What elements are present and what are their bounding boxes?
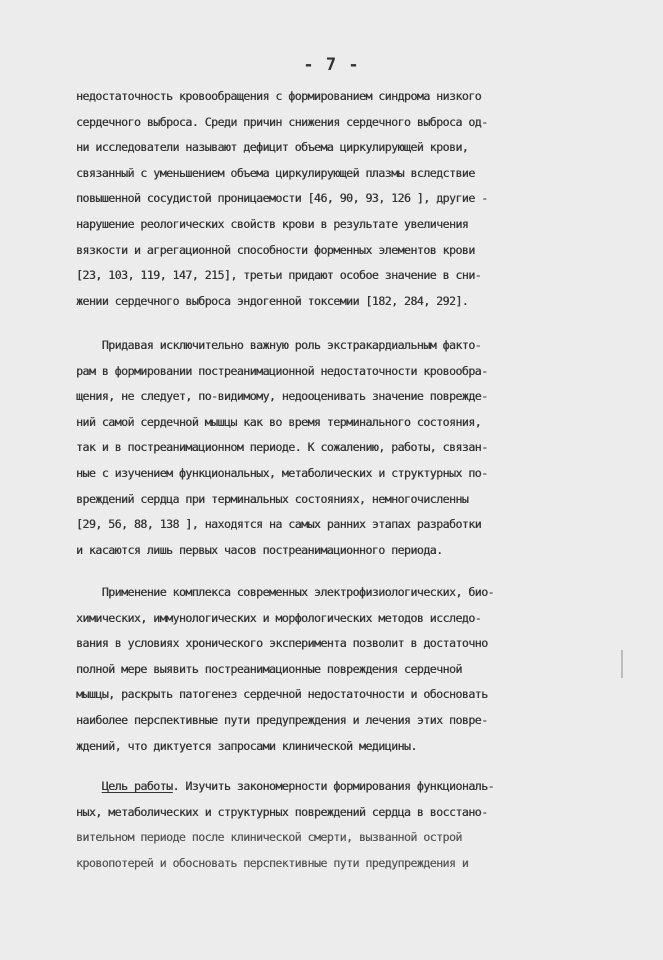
text-line: нарушение реологических свойств крови в результате увеличения: [76, 216, 469, 231]
text-line: вреждений сердца при терминальных состояниях, немногочисленны: [76, 491, 469, 506]
goal-first-line-text: . Изучить закономерности формирования функциональ-: [172, 779, 494, 793]
paragraph-goal: [76, 774, 606, 876]
text-line: жении сердечного выброса эндогенной токсемии [182, 284, 292].: [76, 293, 469, 308]
text-line: так и в постреанимационном периоде. К сожалению, работы, связан-: [76, 440, 488, 455]
text-line: вания в условиях хронического эксперимента позволит в достаточно: [76, 636, 488, 651]
text-line: полной мере выявить постреанимационные повреждения сердечной: [76, 661, 462, 676]
paragraph-1: [76, 84, 606, 314]
text-line: сердечного выброса. Среди причин снижения сердечного выброса од-: [76, 114, 488, 129]
text-line: вязкости и агрегационной способности форменных элементов крови: [76, 242, 475, 257]
text-line: повышенной сосудистой проницаемости [46, 90, 93, 126 ], другие -: [76, 191, 488, 206]
text-line: вительном периоде после клинической смерти, вызванной острой: [76, 830, 462, 845]
text-line: кровопотерей и обосновать перспективные пути предупреждения и: [76, 855, 469, 870]
text-line: ни исследователи называют дефицит объема циркулирующей крови,: [76, 140, 469, 155]
text-line: ных, метаболических и структурных повреждений сердца в восстано-: [76, 804, 488, 819]
text-line: и касаются лишь первых часов постреанимационного периода.: [76, 542, 443, 557]
text-line: наиболее перспективные пути предупреждения и лечения этих повре-: [76, 712, 488, 727]
text-line: недостаточность кровообращения с формированием синдрома низкого: [76, 89, 482, 103]
text-line: Применение комплекса современных электрофизиологических, био-: [76, 585, 494, 599]
text-line: ные с изучением функциональных, метаболических и структурных по-: [76, 465, 488, 480]
text-line: рам в формировании постреанимационной недостаточности кровообра-: [76, 363, 488, 378]
text-line: мышцы, раскрыть патогенез сердечной недостаточности и обосновать: [76, 687, 488, 702]
scan-margin-mark: [621, 650, 623, 678]
text-line: связанный с уменьшением объема циркулирующей плазмы вследствие: [76, 165, 475, 180]
text-line: химических, иммунологических и морфологических методов исследо-: [76, 610, 482, 625]
page-number: - 7 -: [303, 55, 360, 75]
paragraph-3: [76, 580, 606, 759]
text-line: [29, 56, 88, 138 ], находятся на самых ранних этапах разработки: [76, 517, 482, 532]
paragraph-2: [76, 333, 606, 563]
text-line: Придавая исключительно важную роль экстракардиальным факто-: [76, 338, 482, 352]
goal-heading: Цель работы: [101, 779, 173, 793]
text-line: ждений, что диктуется запросами клинической медицины.: [76, 738, 417, 753]
text-line: ний самой сердечной мышцы как во время терминального состояния,: [76, 414, 482, 429]
goal-first-line: [76, 774, 606, 800]
text-line: [23, 103, 119, 147, 215], третьи придают особое значение в сни-: [76, 268, 482, 283]
text-line: щения, не следует, по-видимому, недооценивать значение поврежде-: [76, 389, 488, 404]
